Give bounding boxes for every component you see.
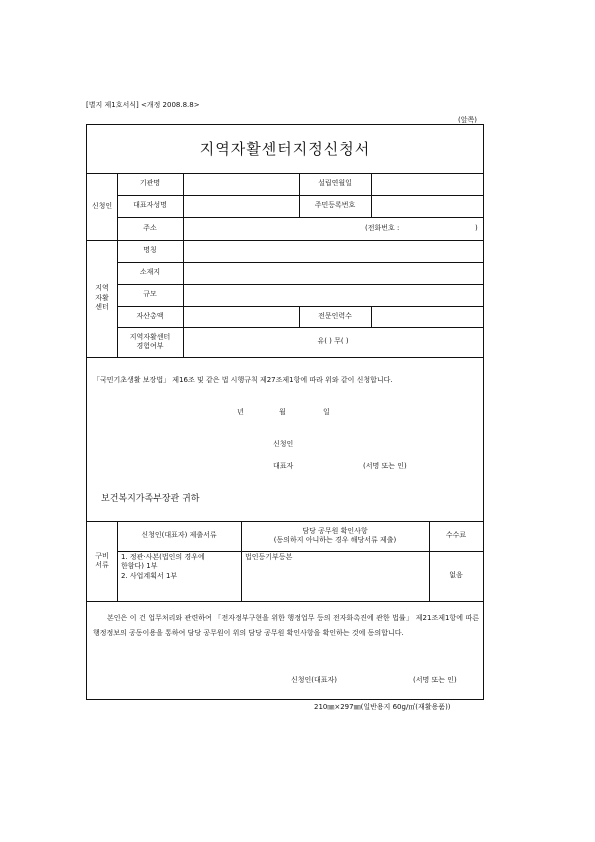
- address-field[interactable]: [183, 217, 365, 240]
- total-assets-label: 자산총액: [136, 311, 164, 320]
- center-name-label: 명칭: [143, 246, 157, 255]
- addressee: 보건복지가족부장관 귀하: [101, 494, 200, 504]
- phone-close-paren: ): [475, 223, 478, 232]
- applicant-group-label: 신청인: [91, 201, 113, 210]
- consent-text: 본인은 이 건 업무처리와 관련하여 「전자정부구현을 위한 행정업무 등의 전자화촉진에 관한 법률」 제21조제1항에 따른 행정정보의 공동이용을 통하여 담당 공무원이 위의 담당 공무원 확인사항을 확인하는 것에 동의합니다.: [93, 614, 479, 638]
- form-reference: [별지 제1호서식] <개정 2008.8.8>: [86, 101, 200, 109]
- form-title: 지역자활센터지정신청서: [199, 139, 371, 158]
- fee-header: 수수료: [445, 531, 467, 540]
- location-field[interactable]: [183, 262, 483, 284]
- front-side-note: (앞쪽): [458, 116, 477, 124]
- experience-label: 지역자활센터 경험여부: [129, 332, 171, 350]
- representative-label: 대표자성명: [133, 201, 167, 210]
- application-form: [86, 124, 484, 700]
- scale-label: 규모: [143, 290, 157, 299]
- experience-choice[interactable]: 유( ) 무( ): [317, 337, 349, 346]
- address-label: 주소: [143, 223, 157, 232]
- resident-number-field[interactable]: [371, 195, 483, 217]
- sign-note: (서명 또는 인): [363, 462, 407, 470]
- center-name-field[interactable]: [183, 240, 483, 262]
- agency-name-field[interactable]: [183, 173, 299, 195]
- agency-name-label: 기관명: [139, 179, 161, 188]
- verify-items-header: 담당 공무원 확인사항 (동의하지 아니하는 경우 해당서류 제출): [273, 526, 397, 544]
- established-date-label: 설립연월일: [318, 179, 352, 188]
- total-assets-field[interactable]: [183, 306, 299, 327]
- application-statement: 「국민기초생활 보장법」 제16조 및 같은 법 시행규칙 제27조제1항에 따라 위와 같이 신청합니다.: [93, 376, 393, 384]
- resident-number-label: 주민등록번호: [314, 201, 356, 210]
- representative-sign-label: 대표자: [273, 462, 294, 470]
- representative-field[interactable]: [183, 195, 299, 217]
- consent-signer: 신청인(대표자): [291, 676, 338, 684]
- month-label: 월: [279, 408, 286, 416]
- staff-count-label: 전문인력수: [318, 311, 352, 320]
- fee-value: 없음: [449, 571, 463, 580]
- staff-count-field[interactable]: [371, 306, 483, 327]
- documents-group-label: 구비 서류: [95, 551, 109, 569]
- established-date-field[interactable]: [371, 173, 483, 195]
- submit-documents-list: 1. 정관·사본(법인의 경우에 한함다) 1부 2. 사업계획서 1부: [121, 553, 205, 580]
- consent-sign-note: (서명 또는 인): [413, 676, 457, 684]
- year-label: 년: [237, 408, 244, 416]
- location-label: 소재지: [139, 268, 161, 277]
- phone-label: (전화번호 :: [365, 223, 400, 232]
- day-label: 일: [323, 408, 330, 416]
- paper-size-footer: 210㎜×297㎜(일반용지 60g/㎡(재활용품)): [314, 703, 451, 711]
- submit-documents-header: 신청인(대표자) 제출서류: [141, 531, 217, 540]
- scale-field[interactable]: [183, 284, 483, 306]
- applicant-sign-label: 신청인: [273, 440, 294, 448]
- center-group-label: 지역 자활 센터: [95, 284, 109, 312]
- verify-items-list: 법인등기부등본: [245, 553, 293, 561]
